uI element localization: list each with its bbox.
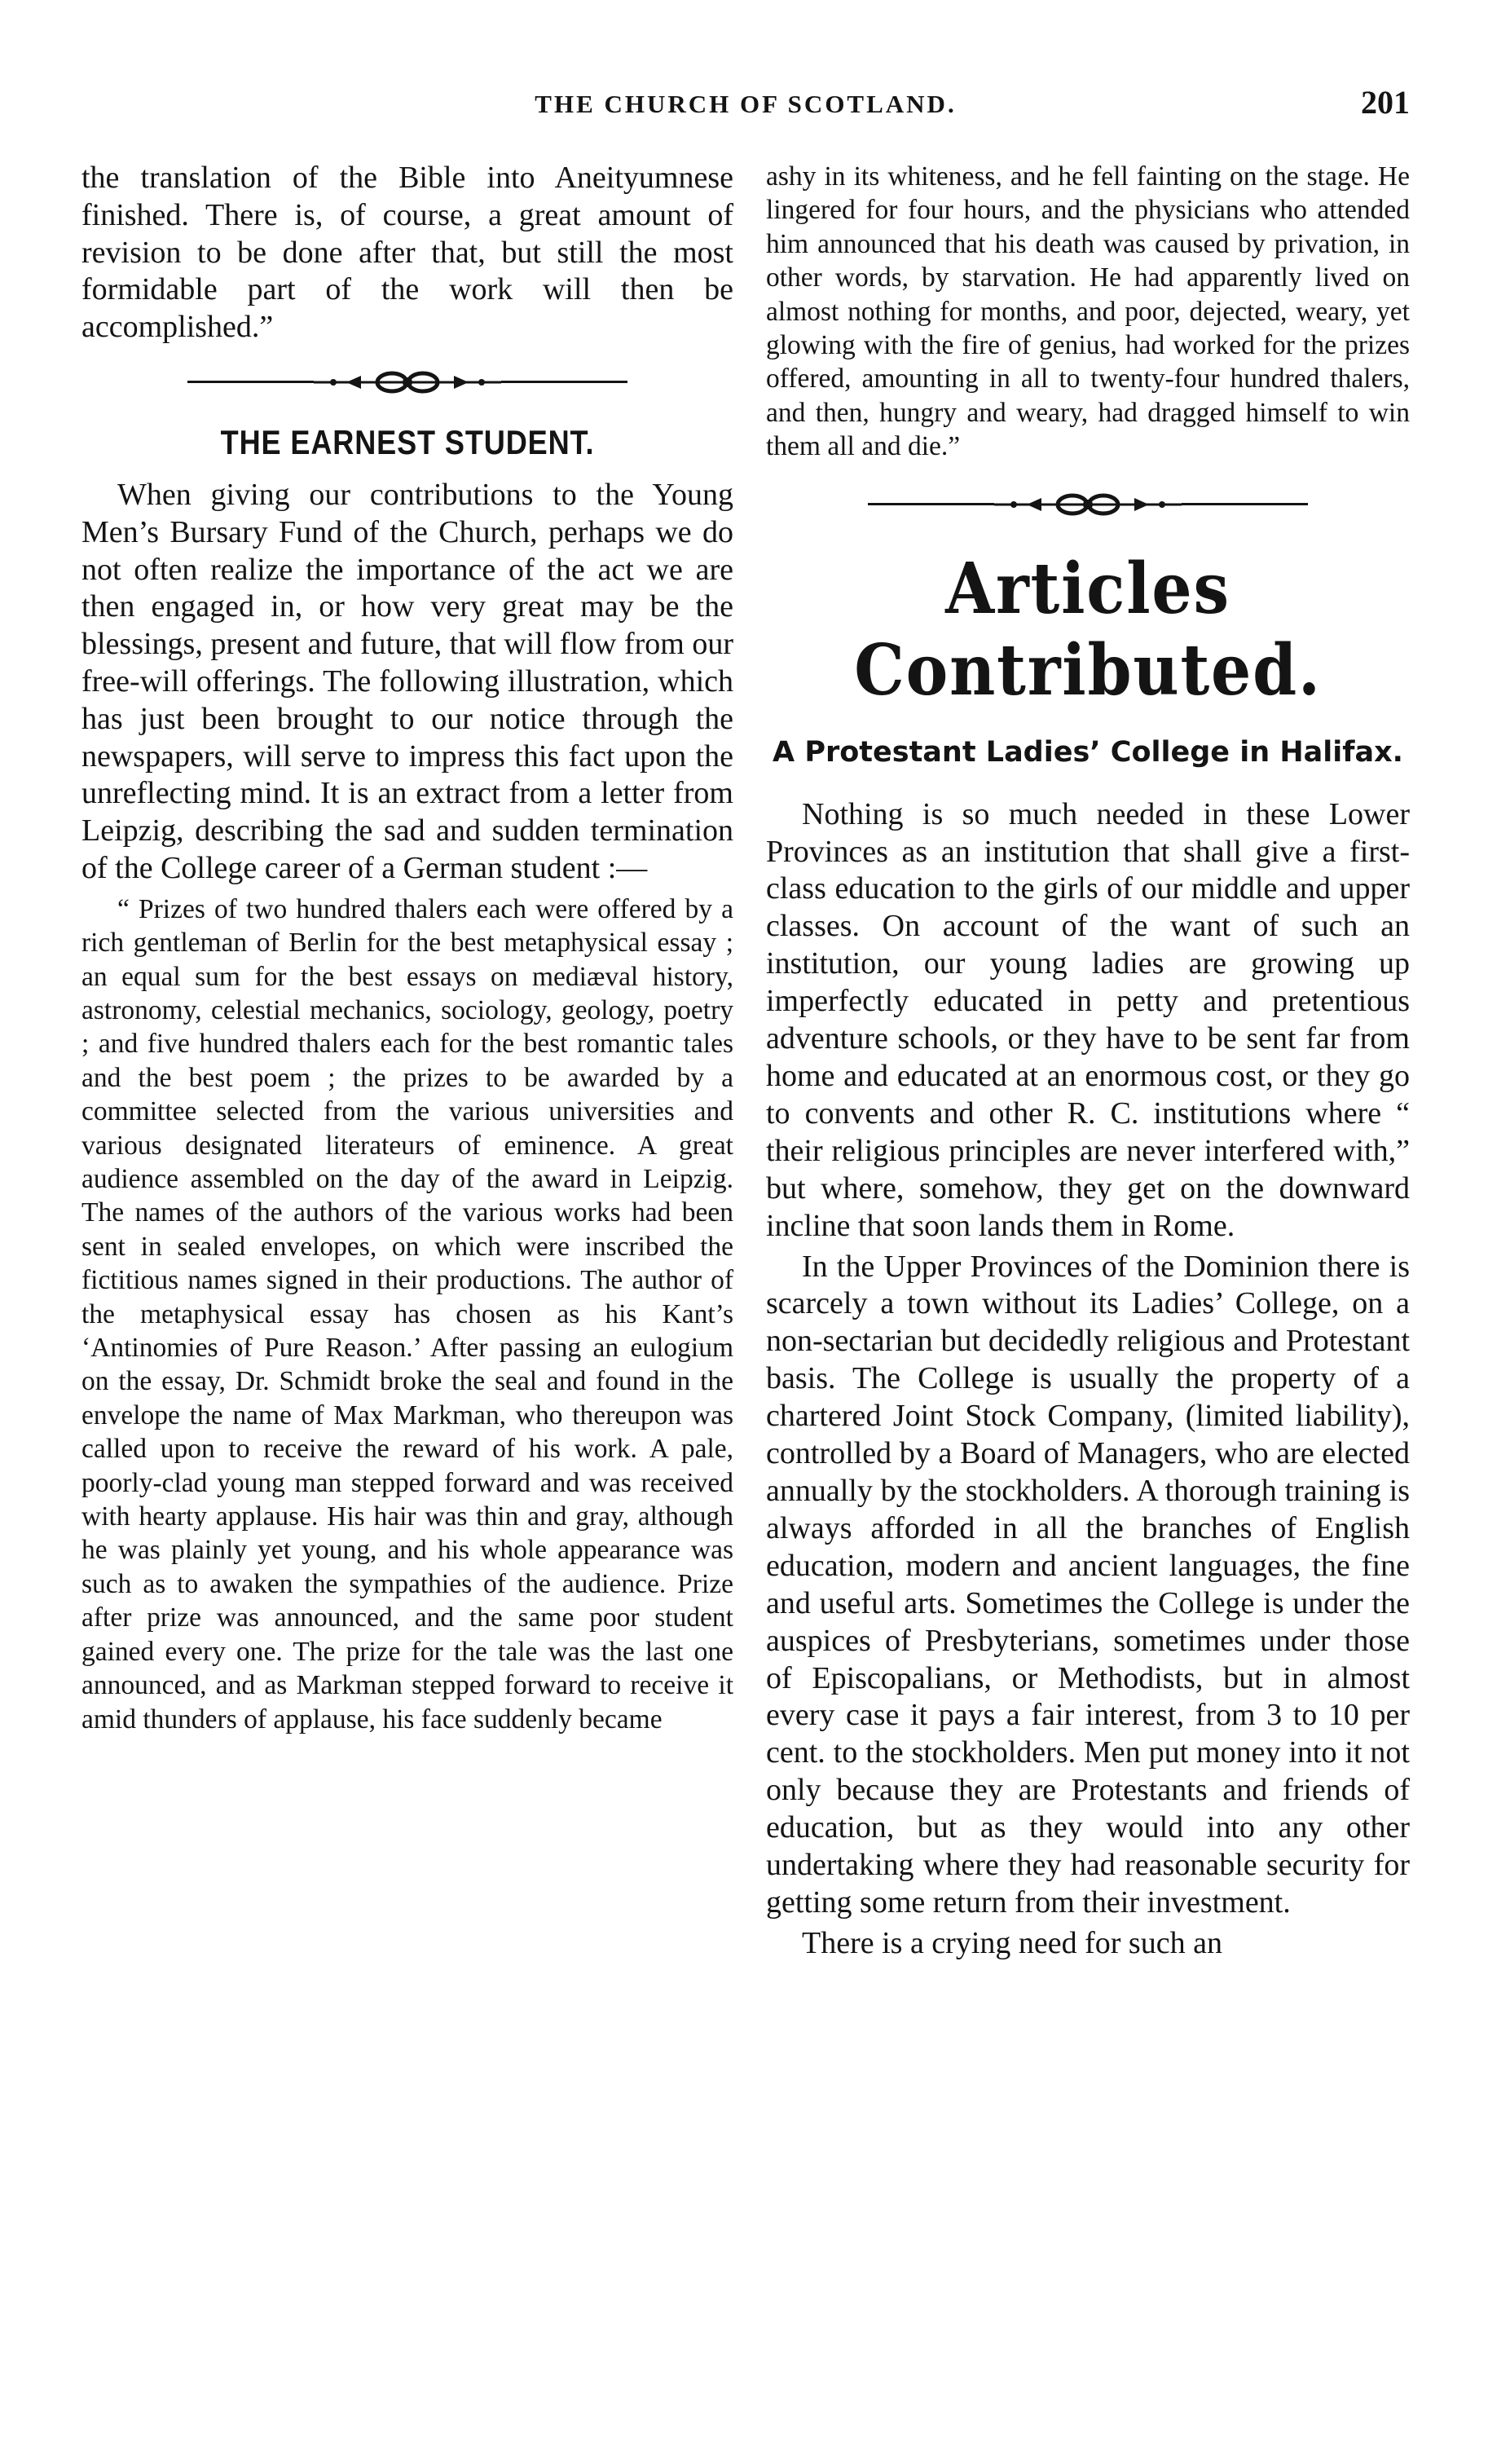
running-title: THE CHURCH OF SCOTLAND. xyxy=(535,90,957,118)
scroll-ornament-icon xyxy=(994,488,1182,521)
running-head xyxy=(81,83,1410,132)
page-number: 201 xyxy=(1361,84,1410,121)
article-paragraph-3: There is a crying need for such an xyxy=(802,1925,1222,1960)
intro-paragraph: When giving our contributions to the Young Men’s Bursary Fund of the Church, perhaps we do not often realize the importance of the act we are then engaged in, or how very great may be the blessings, present and future, that will flow from our free-will offerings. The following illustration, which has just been brought to our notice through the newspapers, will serve to impress this fact upon the unreflecting mind. It is an extract from a letter from Leipzig, describing the sad and sudden termination of the College career of a German student :— xyxy=(81,477,733,885)
quoted-extract: “ Prizes of two hundred thalers each were offered by a rich gentleman of Berlin for the best metaphysical essay ; an equal sum for the best essays on mediæval history, astronomy, celestial mechanics, sociology, geology, poetry ; and five hundred thalers each for the best romantic tales and the best poem ; the prizes to be awarded by a committee selected from the various universities and various designated literateurs of eminence. A great audience assembled on the day of the award in Leipzig. The names of the authors of the various works had been sent in sealed envelopes, on which were inscribed the fictitious names signed in their productions. The author of the metaphysical essay has chosen as his Kant’s ‘Antinomies of Pure Reason.’ After passing an eulogium on the essay, Dr. Schmidt broke the seal and found in the envelope the name of Max Markman, who thereupon was called upon to receive the reward of his work. A pale, poorly-clad young man stepped forward and was received with hearty applause. His hair was thin and gray, although he was plainly yet young, and his whole appearance was such as to awaken the sympathies of the audience. Prize after prize was announced, and the same poor student gained every one. The prize for the tale was the last one announced, and as Markman stepped forward to receive it amid thunders of applause, his face suddenly became xyxy=(81,893,733,1734)
section-heading-articles-contributed: Articles Contributed. xyxy=(854,547,1322,712)
article-title: A Protestant Ladies’ College in Halifax. xyxy=(773,735,1403,769)
article-paragraph-1: Nothing is so much needed in these Lower Provinces as an institution that shall give a first-class education to the girls of our middle and upper classes. On account of the want of such an institution, our young ladies are growing up imperfectly educated in petty and pretentious adventure schools, or they have to be sent far from home and educated at an enormous cost, or they go to convents and other R. C. institutions where “ their religious principles are never interfered with,” but where, somehow, they get on the downward incline that soon lands them in Rome. xyxy=(766,796,1410,1243)
ornamental-divider xyxy=(868,488,1308,521)
scroll-ornament-icon xyxy=(314,366,501,399)
left-column xyxy=(81,160,733,1736)
ornamental-divider xyxy=(187,366,627,399)
opening-paragraph: the translation of the Bible into Aneityumnese finished. There is, of course, a great amount of revision to be done after that, but still the most formidable part of the work will then be accomplished.” xyxy=(81,161,733,345)
quoted-extract-continued: ashy in its whiteness, and he fell fainting on the stage. He lingered for four hours, and the physicians who attended him announced that his death was caused by privation, in other words, by starvation. He had apparently lived on almost nothing for months, and poor, dejected, weary, yet glowing with the fire of genius, had worked for the prizes offered, amounting in all to twenty-four hundred thalers, and then, hungry and weary, had dragged himself to win them all and die.” xyxy=(766,161,1410,462)
section-heading-earnest-student: THE EARNEST STUDENT. xyxy=(220,422,595,461)
right-column xyxy=(766,160,1410,1963)
article-paragraph-2: In the Upper Provinces of the Dominion there is scarcely a town without its Ladies’ College, on a non-sectarian but decidedly religious and Protestant basis. The College is usually the property of a chartered Joint Stock Company, (limited liability), controlled by a Board of Managers, who are elected annually by the stockholders. A thorough training is always afforded in all the branches of English education, modern and ancient languages, the fine and useful arts. Sometimes the College is under the auspices of Presbyterians, sometimes under those of Episcopalians, or Methodists, but in almost every case it pays a fair interest, from 3 to 10 per cent. to the stockholders. Men put money into it not only because they are Protestants and friends of education, but as they would into any other undertaking where they had reasonable security for getting some return from their investment. xyxy=(766,1249,1410,1920)
